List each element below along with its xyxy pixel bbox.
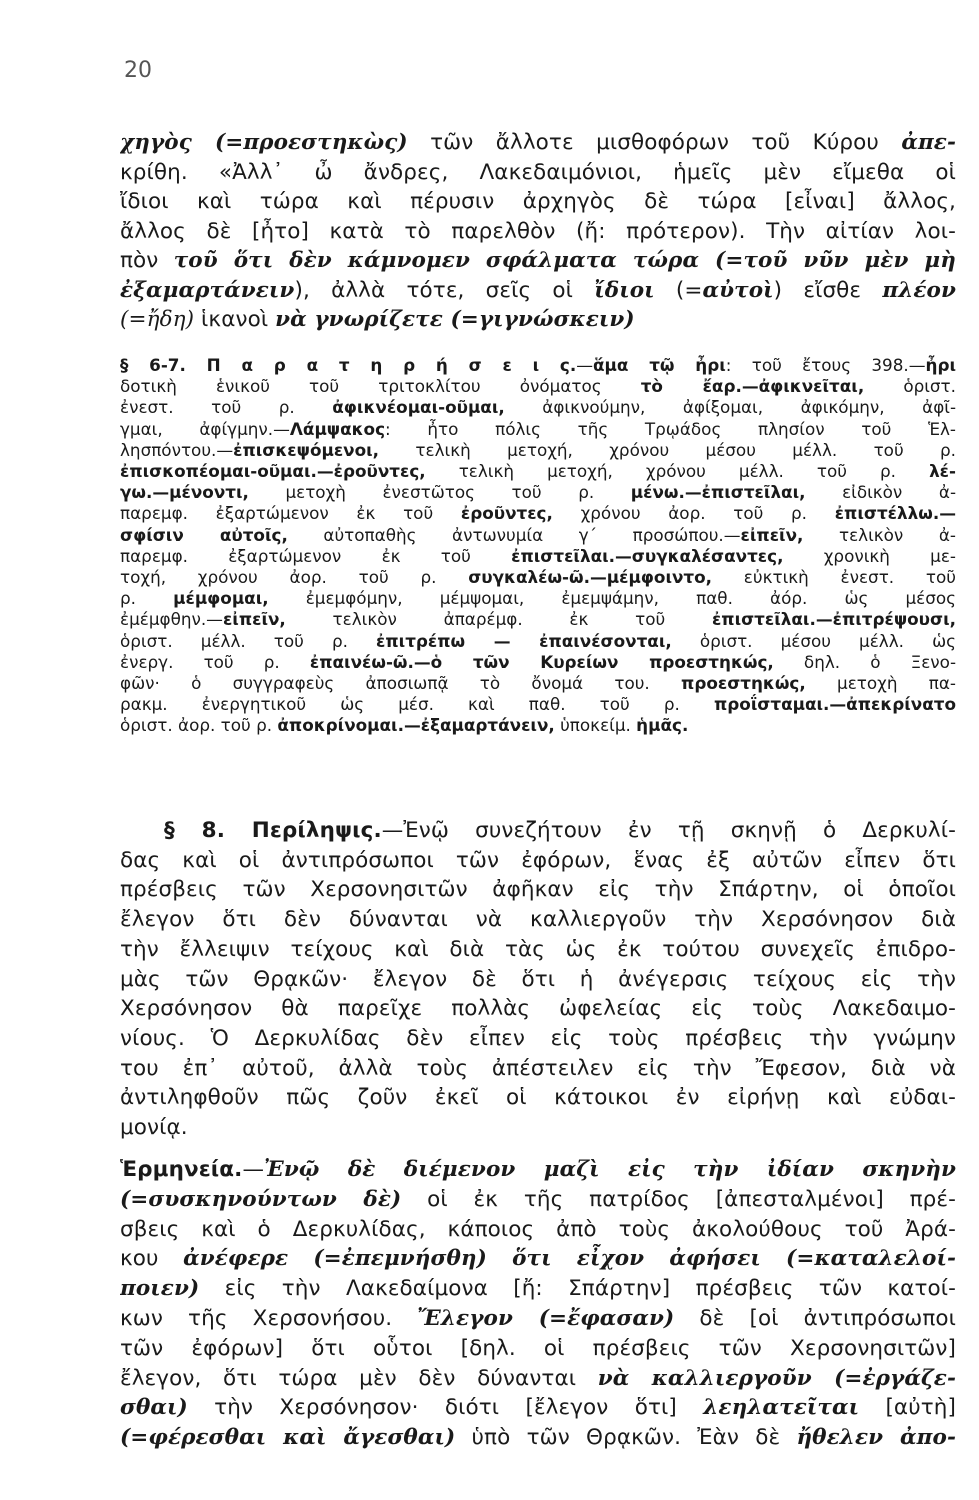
text-run: ἴδιοι xyxy=(594,277,655,303)
text-run: (=συσκηνούντων δὲ) xyxy=(120,1186,402,1212)
text-run: (=φέρεσθαι καὶ ἄγεσθαι) xyxy=(120,1425,456,1451)
text-line xyxy=(120,1185,956,1215)
text-run: χηγὸς (=προεστηκὼς) xyxy=(120,130,408,155)
text-run: ἀφικνέομαι-οῦμαι, xyxy=(332,397,505,418)
text-run: τὴν Χερσόνησον· διότι [ἔλεγον ὅτι] xyxy=(187,1395,704,1421)
text-line xyxy=(120,1274,956,1304)
text-run: εἰπεῖν, xyxy=(740,524,804,545)
text-run: δηλ. ὁ Ξενο- xyxy=(773,651,956,672)
text-line xyxy=(120,246,956,276)
text-run: σθαι) xyxy=(120,1395,188,1421)
text-run: ἄλλος δὲ [ἦτο] κατὰ τὸ παρελθὸν (ἤ: πρότερον). Τὴν αἰτίαν λοι- xyxy=(120,218,956,244)
text-line xyxy=(120,419,956,440)
text-run: τελικὴ μετοχή, χρόνου μέσου μέλλ. τοῦ ρ. xyxy=(379,439,956,460)
text-line xyxy=(120,1364,956,1394)
summary-section xyxy=(120,816,956,1143)
text-line xyxy=(120,715,956,736)
text-line xyxy=(120,217,956,247)
text-line xyxy=(120,355,956,376)
text-run: δας καὶ οἱ ἀντιπρόσωποι τῶν ἐφόρων, ἕνας ἐξ αὐτῶν εἶπεν ὅτι xyxy=(120,847,956,873)
text-run: τῶν ἐφόρων] ὅτι οὗτοι [δηλ. οἱ πρέσβεις τῶν Χερσονησιτῶν] xyxy=(120,1335,956,1361)
text-run: ἔλεγον ὅτι δὲν δύνανται νὰ καλλιεργοῦν τὴν Χερσόνησον διὰ xyxy=(120,907,956,933)
text-line xyxy=(120,673,956,694)
text-run: ἀνέφερε (=ἐπεμνήσθη) ὅτι εἶχον ἀφήσει (=καταλελοί- xyxy=(183,1246,956,1272)
text-run: μετοχὴ ἐνεστῶτος τοῦ ρ. xyxy=(248,482,631,503)
text-run: μένω.—ἐπιστεῖλαι, xyxy=(630,482,806,503)
text-line xyxy=(120,875,956,905)
text-run: ποιεν) xyxy=(120,1276,200,1302)
text-line xyxy=(120,609,956,630)
text-run: συγκαλέω-ῶ.—μέμφοιντο, xyxy=(468,567,713,588)
text-run: ὁριστ. xyxy=(864,376,956,397)
text-run: ἤθελεν ἀπο- xyxy=(796,1425,956,1451)
text-run: ), ἀλλὰ τότε, σεῖς οἱ xyxy=(294,277,595,303)
text-run: δοτικὴ ἑνικοῦ τοῦ τριτοκλίτου ὀνόματος xyxy=(120,376,641,397)
text-run: τῶν ἄλλοτε μισθοφόρων τοῦ Κύρου xyxy=(407,130,902,155)
text-line xyxy=(120,1304,956,1334)
text-line xyxy=(120,440,956,461)
text-line xyxy=(120,1215,956,1245)
text-run: ἐπισκοπέομαι-οῦμαι.—ἐροῦντες, xyxy=(120,461,426,482)
text-line xyxy=(120,1083,956,1113)
text-line xyxy=(120,631,956,652)
text-line xyxy=(120,158,956,188)
notes-section xyxy=(120,355,956,737)
text-line xyxy=(120,567,956,588)
text-run: ἐπιτρέπω — ἐπαινέσονται, xyxy=(376,630,672,651)
text-run: ἴδιοι καὶ τώρα καὶ πέρυσιν ἀρχηγὸς δὲ τώρα [εἶναι] ἄλλος, xyxy=(120,189,956,214)
text-run: τὴν ἔλλειψιν τείχους καὶ διὰ τὰς ὡς ἐκ τούτου συνεχεῖς ἐπιδρο- xyxy=(120,936,956,962)
text-run: (= xyxy=(654,277,703,303)
text-run: : τοῦ ἔτους 398.— xyxy=(725,355,926,375)
text-run: γμαι, ἀφίγμην.— xyxy=(120,418,290,439)
text-line xyxy=(120,525,956,546)
interpretation-section xyxy=(120,1155,956,1453)
text-run: λέ- xyxy=(929,461,956,482)
text-run: ὑποκείμ. xyxy=(554,715,637,736)
text-line xyxy=(120,187,956,217)
text-line xyxy=(120,1244,956,1274)
text-run: Ἑρμηνεία. xyxy=(120,1157,243,1182)
text-run: ἦρι xyxy=(925,355,956,375)
text-line xyxy=(120,276,956,306)
text-run: ὁριστ. ἀορ. τοῦ ρ. xyxy=(120,715,278,736)
text-run: λεηλατεῖται xyxy=(703,1395,860,1421)
text-run: του ἐπ᾽ αὐτοῦ, ἀλλὰ τοὺς ἀπέστειλεν εἰς τὴν Ἔφεσον, διὰ νὰ xyxy=(120,1055,956,1081)
text-line xyxy=(120,905,956,935)
text-run: ἀντιληφθοῦν πῶς ζοῦν ἐκεῖ οἱ κάτοικοι ἐν εἰρήνῃ καὶ εὐδαι- xyxy=(120,1085,956,1111)
text-run: ἀφικνούμην, ἀφίξομαι, ἀφικόμην, ἀφῖ- xyxy=(504,397,956,418)
text-run: λησπόντου.— xyxy=(120,439,234,460)
text-line xyxy=(120,935,956,965)
text-line xyxy=(120,503,956,524)
text-run: ἐξαμαρτάνειν xyxy=(120,277,295,303)
text-run: προεστηκώς, xyxy=(681,673,806,694)
text-line xyxy=(120,461,956,482)
text-run: μὰς τῶν Θρᾳκῶν· ἔλεγον δὲ ὅτι ἡ ἀνέγερσις τείχους εἰς τὴν xyxy=(120,966,956,992)
text-line xyxy=(120,546,956,567)
text-run: γω.—μένοντι, xyxy=(120,482,249,503)
text-run: ἀπε- xyxy=(901,130,956,155)
text-line xyxy=(120,397,956,418)
text-run: Λάμψακος xyxy=(289,418,386,439)
text-line xyxy=(120,965,956,995)
text-run: φῶν· ὁ συγγραφεὺς ἀποσιωπᾷ τὸ ὄνομά του. xyxy=(120,673,682,694)
text-run: Χερσόνησον θὰ παρεῖχε πολλὰς ὠφελείας εἰς τοὺς Λακεδαιμο- xyxy=(120,996,956,1022)
text-run: ἐροῦντες, xyxy=(460,503,553,524)
text-run: ἐμεμφόμην, μέμψομαι, ἐμεμψάμην, παθ. ἀόρ. ὡς μέσος xyxy=(268,588,956,609)
text-line xyxy=(120,1054,956,1084)
text-line xyxy=(120,1423,956,1453)
text-run: — xyxy=(242,1157,265,1182)
text-run: ἐπιστεῖλαι.—ἐπιτρέψουσι, xyxy=(711,609,956,630)
text-line xyxy=(120,1113,956,1143)
text-run: ἅμα τῷ ἦρι xyxy=(593,355,726,375)
text-run: τοχή, χρόνου ἀορ. τοῦ ρ. xyxy=(120,567,469,588)
text-run: § 8. Περίληψις. xyxy=(164,818,382,843)
text-run: ) εἴσθε xyxy=(773,277,883,303)
text-run: αὐτοπαθὴς ἀντωνυμία γ´ προσώπου.— xyxy=(287,524,741,545)
text-run: προΐσταμαι.—ἀπεκρίνατο xyxy=(713,694,956,715)
text-run: ἐμέμφθην.— xyxy=(120,609,223,630)
text-run: χρονικὴ με- xyxy=(783,545,956,566)
text-run: νὰ γνωρίζετε (=γιγνώσκειν) xyxy=(275,307,635,332)
text-run: πλέον xyxy=(882,277,956,303)
text-run: Ἔλεγον (=ἔφασαν) xyxy=(417,1305,675,1331)
text-run: τοῦ ὅτι δὲν κάμνομεν σφάλματα τώρα (=τοῦ νῦν μὲν μὴ xyxy=(173,248,956,273)
text-run: δὲ [οἱ ἀντιπρόσωποι xyxy=(674,1305,956,1331)
text-run: : ἦτο πόλις τῆς Τρῳάδος πλησίον τοῦ Ἑλ- xyxy=(385,418,956,439)
text-run: ὁριστ. μέλλ. τοῦ ρ. xyxy=(120,630,377,651)
text-run: Π α ρ α τ η ρ ή σ ε ι ς. xyxy=(206,355,577,375)
text-line xyxy=(120,1024,956,1054)
text-run: νίους. Ὁ Δερκυλίδας δὲν εἶπεν εἰς τοὺς πρέσβεις τὴν γνώμην xyxy=(120,1025,956,1051)
text-run: ἱκανοὶ xyxy=(194,307,276,332)
text-run: ὑπὸ τῶν Θρᾳκῶν. Ἐὰν δὲ xyxy=(455,1425,797,1451)
text-run: εἰδικὸν ἀ- xyxy=(805,482,956,503)
text-run: ἐπαινέω-ῶ.—ὁ τῶν Κυρείων προεστηκώς, xyxy=(309,651,774,672)
text-line xyxy=(120,482,956,503)
intro-paragraph xyxy=(120,128,956,335)
text-run: χρόνου ἀορ. τοῦ ρ. xyxy=(552,503,835,524)
text-run: κου xyxy=(120,1246,184,1272)
text-run: ἐνεστ. τοῦ ρ. xyxy=(120,397,333,418)
text-line xyxy=(120,846,956,876)
text-run: πρέσβεις τῶν Χερσονησιτῶν ἀφῆκαν εἰς τὴν Σπάρτην, οἱ ὁποῖοι xyxy=(120,877,956,903)
text-run: τελικὸν ἀ- xyxy=(803,524,956,545)
text-run: εὐκτικὴ ἐνεστ. τοῦ xyxy=(712,567,956,588)
text-run: τελικὴ μετοχή, χρόνου μέλλ. τοῦ ρ. xyxy=(425,461,930,482)
text-run: ἡμᾶς. xyxy=(636,715,689,736)
text-run: — xyxy=(576,355,594,375)
text-run: ἐνεργ. τοῦ ρ. xyxy=(120,651,310,672)
text-run: —Ἐνῷ συνεζήτουν ἐν τῇ σκηνῇ ὁ Δερκυλί- xyxy=(381,818,956,843)
text-run: ρακμ. ἐνεργητικοῦ ὡς μέσ. καὶ παθ. τοῦ ρ. xyxy=(120,694,714,715)
text-run: τελικὸν ἀπαρέμφ. ἐκ τοῦ xyxy=(285,609,712,630)
text-run: κων τῆς Χερσονήσου. xyxy=(120,1305,418,1331)
text-run: μετοχὴ πα- xyxy=(805,673,956,694)
text-run: ἐπιστεῖλαι.—συγκαλέσαντες, xyxy=(511,545,784,566)
text-run: [αὐτὴ] xyxy=(859,1395,956,1421)
text-run: (=ἤδη) xyxy=(120,307,195,332)
text-run: μέμφομαι, xyxy=(173,588,269,609)
text-run: εἰς τὴν Λακεδαίμονα [ἤ: Σπάρτην] πρέσβεις τῶν κατοί- xyxy=(199,1276,956,1302)
text-line xyxy=(120,1155,956,1185)
text-run: σφίσιν αὐτοῖς, xyxy=(120,524,288,545)
text-run: ἐπιστέλλω.— xyxy=(834,503,956,524)
text-run: Ἐνῷ δὲ διέμενον μαζὶ εἰς τὴν ἰδίαν σκηνὴν xyxy=(264,1157,956,1182)
text-run: μονίᾳ. xyxy=(120,1115,188,1141)
text-run: ἔλεγον, ὅτι τώρα μὲν δὲν δύνανται xyxy=(120,1365,598,1391)
text-line xyxy=(120,652,956,673)
text-line xyxy=(120,376,956,397)
text-run: εἰπεῖν, xyxy=(222,609,286,630)
text-run: ἐπισκεψόμενοι, xyxy=(233,439,380,460)
text-line xyxy=(120,305,956,335)
text-run: ρ. xyxy=(120,588,174,609)
text-run: τὸ ἔαρ.—ἀφικνεῖται, xyxy=(640,376,865,397)
text-line xyxy=(120,694,956,715)
text-run: κρίθη. «Ἀλλ᾽ ὦ ἄνδρες, Λακεδαιμόνιοι, ἡμεῖς μὲν εἴμεθα οἱ xyxy=(120,159,956,185)
text-run: ὁριστ. μέσου μέλλ. ὡς xyxy=(671,630,956,651)
text-run: οἱ ἐκ τῆς πατρίδος [ἀπεσταλμένοι] πρέ- xyxy=(401,1186,956,1212)
text-line xyxy=(120,128,956,158)
text-run: ἀποκρίνομαι.—ἐξαμαρτάνειν, xyxy=(277,715,555,736)
text-run: παρεμφ. ἐξαρτώμενον ἐκ τοῦ xyxy=(120,503,461,524)
text-line xyxy=(120,816,956,846)
text-run: παρεμφ. ἐξαρτώμενον ἐκ τοῦ xyxy=(120,545,512,566)
text-run: νὰ καλλιεργοῦν (=ἐργάζε- xyxy=(597,1365,956,1391)
text-line xyxy=(120,994,956,1024)
text-line xyxy=(120,588,956,609)
text-run: σβεις καὶ ὁ Δερκυλίδας, κάποιος ἀπὸ τοὺς ἀκολούθους τοῦ Ἀρά- xyxy=(120,1216,956,1242)
text-run: § 6-7. xyxy=(120,355,207,375)
text-line xyxy=(120,1334,956,1364)
text-run: πὸν xyxy=(120,248,174,273)
text-run: αὐτοὶ xyxy=(702,277,774,303)
page-number: 20 xyxy=(124,58,152,83)
text-line xyxy=(120,1393,956,1423)
